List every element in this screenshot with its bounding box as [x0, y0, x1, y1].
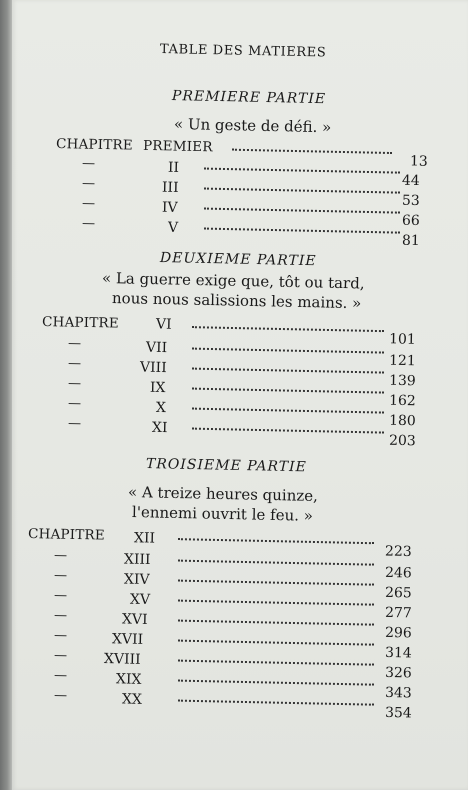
- chapter-number: XVI: [121, 611, 148, 628]
- page-edge-shadow: [0, 0, 12, 790]
- leader-dots: [192, 367, 384, 374]
- page-number: 44: [401, 172, 420, 190]
- page-number: 223: [384, 543, 412, 561]
- chapter-number: XV: [129, 591, 151, 609]
- chapter-number: XX: [121, 691, 143, 708]
- leader-dots: [192, 427, 384, 434]
- ditto-dash: —: [53, 628, 68, 644]
- part-2-epigraph-line-2: nous nous salissions les mains. »: [111, 289, 362, 313]
- leader-dots: [192, 325, 384, 332]
- chapter-number: XVIII: [103, 651, 141, 668]
- chapter-number: VI: [155, 316, 172, 333]
- leader-dots: [204, 187, 400, 194]
- ditto-dash: —: [67, 336, 82, 352]
- page-number: 326: [384, 664, 412, 682]
- ditto-dash: —: [53, 608, 68, 624]
- ditto-dash: —: [81, 156, 96, 172]
- chapter-number: III: [161, 179, 179, 197]
- part-2-epigraph-line-1: « La guerre exige que, tôt ou tard,: [101, 269, 365, 293]
- chapter-word: CHAPITRE: [55, 136, 134, 154]
- ditto-dash: —: [53, 548, 68, 564]
- page-number: 265: [384, 584, 412, 602]
- page-number: 162: [388, 392, 416, 410]
- chapter-number: IX: [149, 379, 166, 397]
- page-number: 53: [401, 192, 420, 210]
- leader-dots: [232, 148, 392, 154]
- ditto-dash: —: [67, 356, 82, 372]
- ditto-dash: —: [53, 568, 68, 584]
- leader-dots: [178, 679, 374, 686]
- part-1-epigraph: « Un geste de défi. »: [173, 115, 332, 137]
- ditto-dash: —: [81, 176, 96, 192]
- chapter-word: CHAPITRE: [41, 314, 120, 332]
- chapter-number: X: [155, 399, 167, 417]
- page-number: 343: [384, 684, 412, 702]
- ditto-dash: —: [67, 416, 82, 432]
- chapter-number: VII: [145, 339, 168, 357]
- ditto-dash: —: [67, 396, 82, 412]
- page-number: 180: [388, 412, 416, 430]
- chapter-number: VIII: [139, 359, 167, 377]
- ditto-dash: —: [53, 648, 68, 664]
- leader-dots: [178, 699, 374, 706]
- chapter-number: PREMIER: [142, 137, 213, 156]
- leader-dots: [178, 659, 374, 666]
- part-2-title: DEUXIEME PARTIE: [159, 250, 317, 270]
- ditto-dash: —: [53, 588, 68, 604]
- ditto-dash: —: [53, 668, 68, 684]
- leader-dots: [178, 537, 374, 544]
- page-number: 139: [388, 372, 416, 390]
- ditto-dash: —: [53, 688, 68, 704]
- part-1-title: PREMIERE PARTIE: [171, 88, 327, 108]
- toc-heading: TABLE DES MATIERES: [159, 42, 327, 61]
- chapter-number: IV: [161, 199, 178, 217]
- leader-dots: [178, 599, 374, 606]
- page-number: 277: [384, 604, 412, 622]
- page-number: 66: [401, 212, 420, 230]
- page-number: 13: [409, 153, 428, 170]
- page-number: 296: [384, 624, 412, 642]
- leader-dots: [204, 227, 400, 234]
- leader-dots: [204, 167, 400, 174]
- leader-dots: [192, 387, 384, 394]
- leader-dots: [178, 619, 374, 626]
- page-number: 354: [384, 704, 412, 722]
- leader-dots: [204, 207, 400, 214]
- page-number: 314: [384, 644, 412, 662]
- ditto-dash: —: [81, 196, 96, 212]
- chapter-number: XI: [151, 419, 168, 437]
- page-number: 246: [384, 564, 412, 582]
- page-number: 101: [388, 331, 416, 348]
- page-number: 203: [388, 432, 416, 450]
- chapter-number: XIII: [123, 551, 151, 569]
- leader-dots: [178, 639, 374, 646]
- leader-dots: [192, 407, 384, 414]
- leader-dots: [178, 559, 374, 566]
- ditto-dash: —: [81, 216, 96, 232]
- chapter-word: CHAPITRE: [27, 526, 106, 544]
- chapter-number: XII: [133, 530, 156, 547]
- chapter-number: II: [167, 159, 180, 177]
- part-3-epigraph-line-1: « A treize heures quinze,: [127, 483, 319, 505]
- chapter-number: XVII: [111, 631, 144, 648]
- part-3-epigraph-line-2: l'ennemi ouvrit le feu. »: [131, 503, 314, 525]
- part-3-title: TROISIEME PARTIE: [145, 456, 308, 476]
- leader-dots: [192, 347, 384, 354]
- page-number: 121: [388, 352, 416, 370]
- leader-dots: [178, 579, 374, 586]
- book-page: [12, 0, 468, 790]
- chapter-number: XIV: [123, 571, 150, 589]
- ditto-dash: —: [67, 376, 82, 392]
- chapter-number: V: [167, 219, 179, 237]
- chapter-number: XIX: [115, 671, 142, 688]
- page-number: 81: [401, 232, 420, 250]
